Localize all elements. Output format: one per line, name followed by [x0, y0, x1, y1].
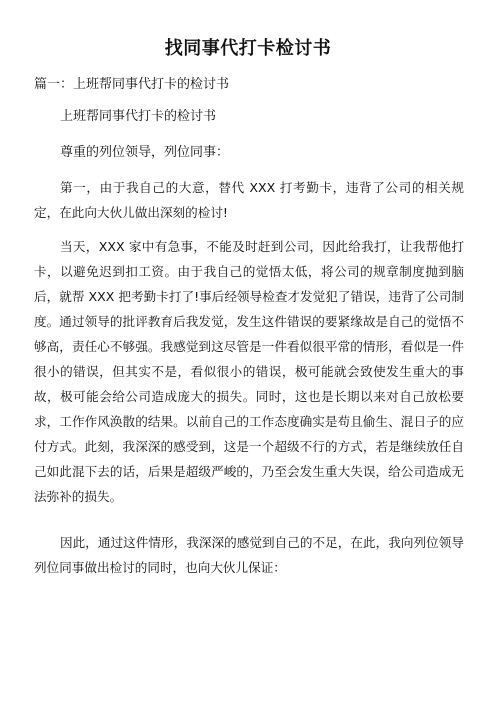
body-paragraph: 因此，通过这件情形，我深深的感觉到自己的不足，在此，我向列位领导列位同事做出检讨的同时，也向大伙儿保证： — [34, 535, 464, 575]
letter-greeting: 尊重的列位领导，列位同事： — [60, 145, 230, 160]
body-paragraph: 第一，由于我自己的大意，替代 XXX 打考勤卡，违背了公司的相关规定，在此向大伙儿做出深刻的检讨! — [34, 180, 464, 220]
body-paragraph: 当天，XXX 家中有急事，不能及时赶到公司，因此给我打，让我帮他打卡，以避免迟到扣工资。由于我自己的觉悟太低，将公司的规章制度抛到脑后，就帮 XXX 把考勤卡打了!事后经领导检查才发觉犯了错误，违背了公司制度。通过领导的批评教育后我发觉，发生这件错误的要紧缘故是自己的觉悟不够高，责任心不够强。我感觉到这尽管是一件看似很平常的情形，看似是一件很小的错误，但其实不是，看似很小的错误，极可能就会致使发生重大的事故，极可能会给公司造成庞大的损失。同时，这也是长期以来对自己放松要求，工作作风涣散的结果。以前自己的工作态度确实是苟且偷生、混日子的应付方式。此刻，我深深的感受到，这是一个超级不行的方式，若是继续放任自己如此混下去的话，后果是超级严峻的，乃至会发生重大失误，给公司造成无法弥补的损失。 — [34, 239, 464, 504]
section-heading: 篇一：上班帮同事代打卡的检讨书 — [34, 77, 230, 92]
document-title: 找同事代打卡检讨书 — [164, 38, 332, 59]
letter-subtitle: 上班帮同事代打卡的检讨书 — [60, 109, 217, 124]
